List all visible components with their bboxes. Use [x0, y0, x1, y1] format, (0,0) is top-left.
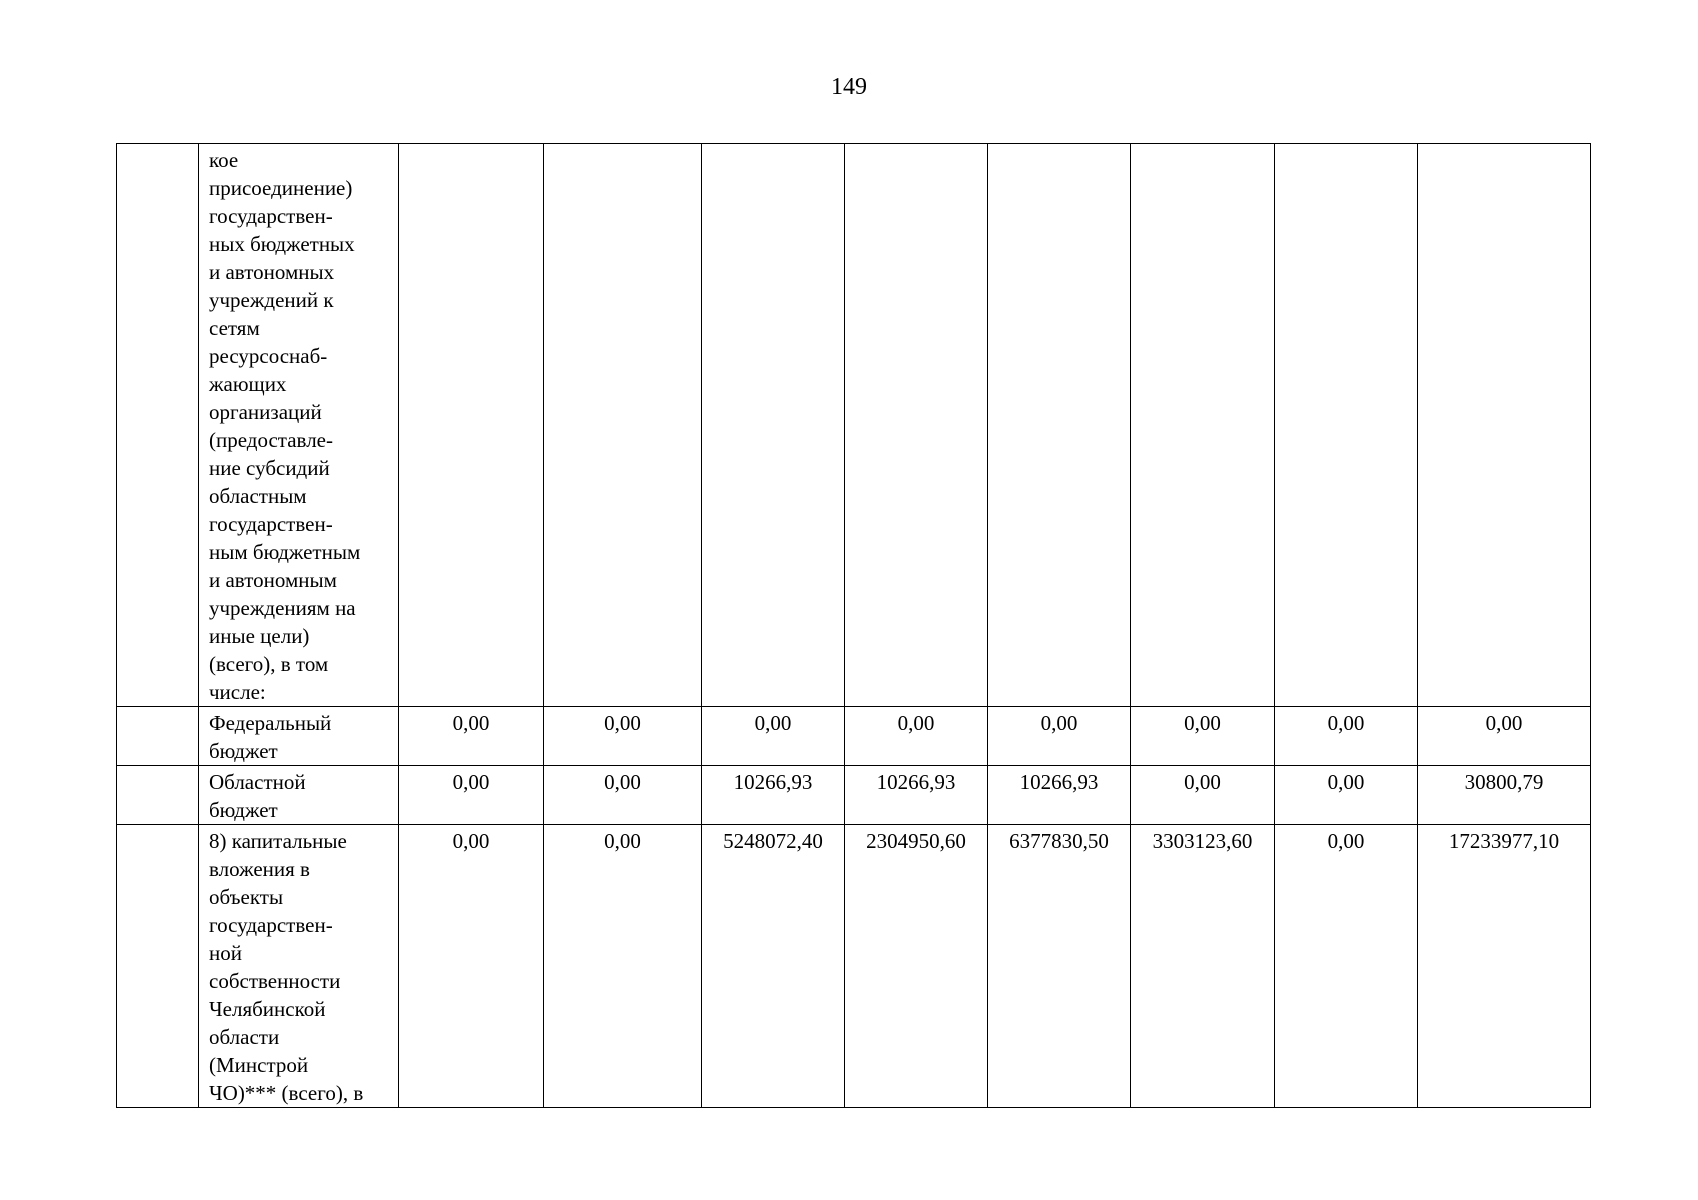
value-cell: 0,00 [988, 707, 1131, 766]
table-row [117, 144, 1591, 707]
value-cell: 10266,93 [845, 766, 988, 825]
description-line: ных бюджетных [209, 232, 355, 256]
description-line: бюджет [209, 798, 278, 822]
value-cell: 6377830,50 [988, 825, 1131, 1108]
value-cell: 3303123,60 [1131, 825, 1275, 1108]
page-number: 149 [831, 74, 867, 100]
value-cell: 0,00 [399, 707, 544, 766]
row-number-cell [117, 766, 199, 825]
value-cell: 0,00 [399, 766, 544, 825]
value-cell [1275, 144, 1418, 707]
value-cell: 0,00 [1131, 766, 1275, 825]
value-cell: 0,00 [845, 707, 988, 766]
description-line: бюджет [209, 739, 278, 763]
description-line: Федеральный [209, 711, 332, 735]
value-cell: 0,00 [399, 825, 544, 1108]
description-line: сетям [209, 316, 260, 340]
row-number-cell [117, 144, 199, 707]
description-line: (всего), в том [209, 652, 329, 676]
description-line: жающих [209, 372, 287, 396]
value-cell: 30800,79 [1418, 766, 1591, 825]
value-cell: 5248072,40 [702, 825, 845, 1108]
description-line: (Минстрой [209, 1053, 309, 1077]
description-line: ной [209, 941, 242, 965]
value-cell [1418, 144, 1591, 707]
value-cell: 0,00 [1275, 766, 1418, 825]
value-cell: 0,00 [1275, 707, 1418, 766]
value-cell [845, 144, 988, 707]
value-cell: 0,00 [702, 707, 845, 766]
description-line: государствен- [209, 512, 333, 536]
table-row [117, 825, 1591, 1108]
value-cell: 17233977,10 [1418, 825, 1591, 1108]
description-line: и автономных [209, 260, 335, 284]
value-cell: 10266,93 [988, 766, 1131, 825]
description-line: области [209, 1025, 280, 1049]
description-line: Челябинской [209, 997, 326, 1021]
description-line: собственности [209, 969, 341, 993]
description-line: (предоставле- [209, 428, 333, 452]
description-line: вложения в [209, 857, 310, 881]
row-number-cell [117, 707, 199, 766]
budget-table [116, 143, 1591, 1108]
value-cell: 2304950,60 [845, 825, 988, 1108]
description-line: присоединение) [209, 176, 353, 200]
description-line: числе: [209, 680, 266, 704]
description-line: учреждениям на [209, 596, 356, 620]
value-cell: 10266,93 [702, 766, 845, 825]
description-line: государствен- [209, 913, 333, 937]
description-line: ным бюджетным [209, 540, 361, 564]
description-line: ресурсоснаб- [209, 344, 328, 368]
value-cell [988, 144, 1131, 707]
row-description-cell [199, 707, 399, 766]
description-line: государствен- [209, 204, 333, 228]
description-line: учреждений к [209, 288, 334, 312]
description-line: ЧО)*** (всего), в [209, 1081, 364, 1105]
value-cell: 0,00 [1275, 825, 1418, 1108]
value-cell [702, 144, 845, 707]
description-line: и автономным [209, 568, 337, 592]
description-line: ние субсидий [209, 456, 330, 480]
row-number-cell [117, 825, 199, 1108]
value-cell [1131, 144, 1275, 707]
row-description-cell [199, 766, 399, 825]
description-line: организаций [209, 400, 322, 424]
description-line: областным [209, 484, 307, 508]
value-cell [544, 144, 702, 707]
value-cell [399, 144, 544, 707]
row-description-cell [199, 144, 399, 707]
value-cell: 0,00 [1131, 707, 1275, 766]
description-line: иные цели) [209, 624, 310, 648]
row-description-cell [199, 825, 399, 1108]
value-cell: 0,00 [544, 825, 702, 1108]
table-row [117, 766, 1591, 825]
description-line: 8) капитальные [209, 829, 347, 853]
description-line: кое [209, 148, 239, 172]
value-cell: 0,00 [544, 766, 702, 825]
value-cell: 0,00 [544, 707, 702, 766]
description-line: объекты [209, 885, 284, 909]
value-cell: 0,00 [1418, 707, 1591, 766]
description-line: Областной [209, 770, 306, 794]
table-row [117, 707, 1591, 766]
